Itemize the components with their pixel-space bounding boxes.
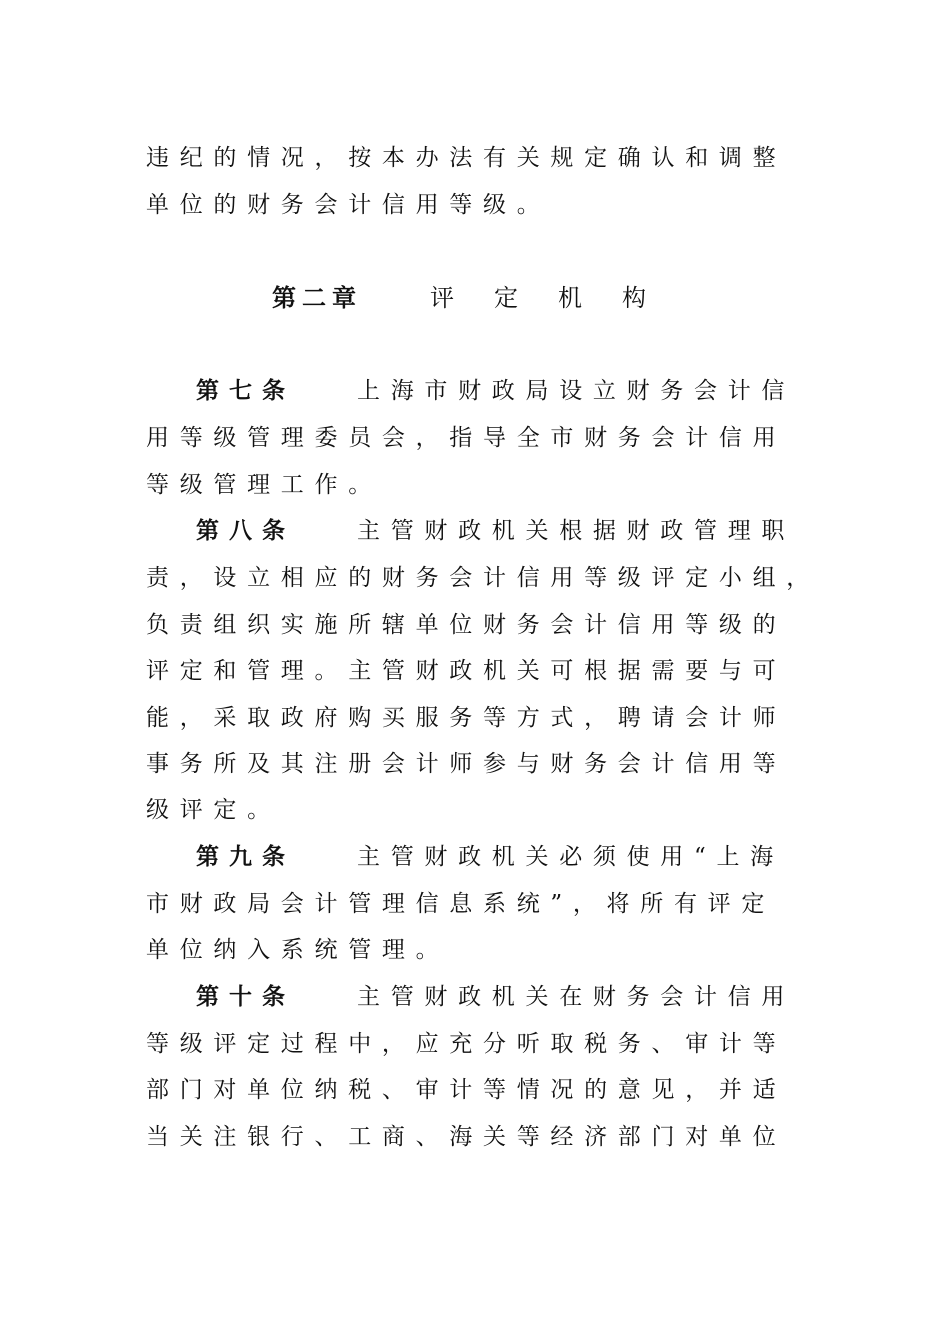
article-8-line-2: 责，设立相应的财务会计信用等级评定小组，	[146, 565, 820, 591]
article-8-line-7: 级评定。	[146, 797, 281, 823]
intro-line-2: 单位的财务会计信用等级。	[146, 192, 551, 218]
article-10-first-line	[196, 982, 795, 1012]
article-8-line-3: 负责组织实施所辖单位财务会计信用等级的	[146, 612, 787, 638]
article-8-line-4: 评定和管理。主管财政机关可根据需要与可	[146, 658, 787, 684]
article-9-label: 第九条	[196, 844, 295, 870]
article-10-line-4: 当关注银行、工商、海关等经济部门对单位	[146, 1124, 787, 1150]
article-10-text: 主管财政机关在财务会计信用	[357, 984, 796, 1010]
article-9-first-line	[196, 842, 784, 872]
chapter-title: 评定机构	[430, 284, 686, 312]
article-7-text: 上海市财政局设立财务会计信	[357, 378, 796, 404]
article-8-line-6: 事务所及其注册会计师参与财务会计信用等	[146, 751, 787, 777]
article-8-text: 主管财政机关根据财政管理职	[357, 518, 796, 544]
intro-line-1: 违纪的情况，按本办法有关规定确认和调整	[146, 145, 787, 171]
article-8-first-line	[196, 516, 795, 546]
article-7-line-3: 等级管理工作。	[146, 472, 382, 498]
article-10-line-3: 部门对单位纳税、审计等情况的意见，并适	[146, 1077, 787, 1103]
chapter-heading	[272, 283, 686, 313]
article-9-line-2: 市财政局会计管理信息系统”，将所有评定	[146, 891, 776, 917]
article-7-line-2: 用等级管理委员会，指导全市财务会计信用	[146, 425, 787, 451]
chapter-number: 第二章	[272, 284, 362, 312]
article-10-line-2: 等级评定过程中，应充分听取税务、审计等	[146, 1031, 787, 1057]
article-7-label: 第七条	[196, 378, 295, 404]
article-9-text: 主管财政机关必须使用“上海	[357, 844, 784, 870]
article-7-first-line	[196, 376, 795, 406]
article-9-line-3: 单位纳入系统管理。	[146, 937, 450, 963]
article-8-label: 第八条	[196, 518, 295, 544]
article-8-line-5: 能，采取政府购买服务等方式，聘请会计师	[146, 705, 787, 731]
article-10-label: 第十条	[196, 984, 295, 1010]
